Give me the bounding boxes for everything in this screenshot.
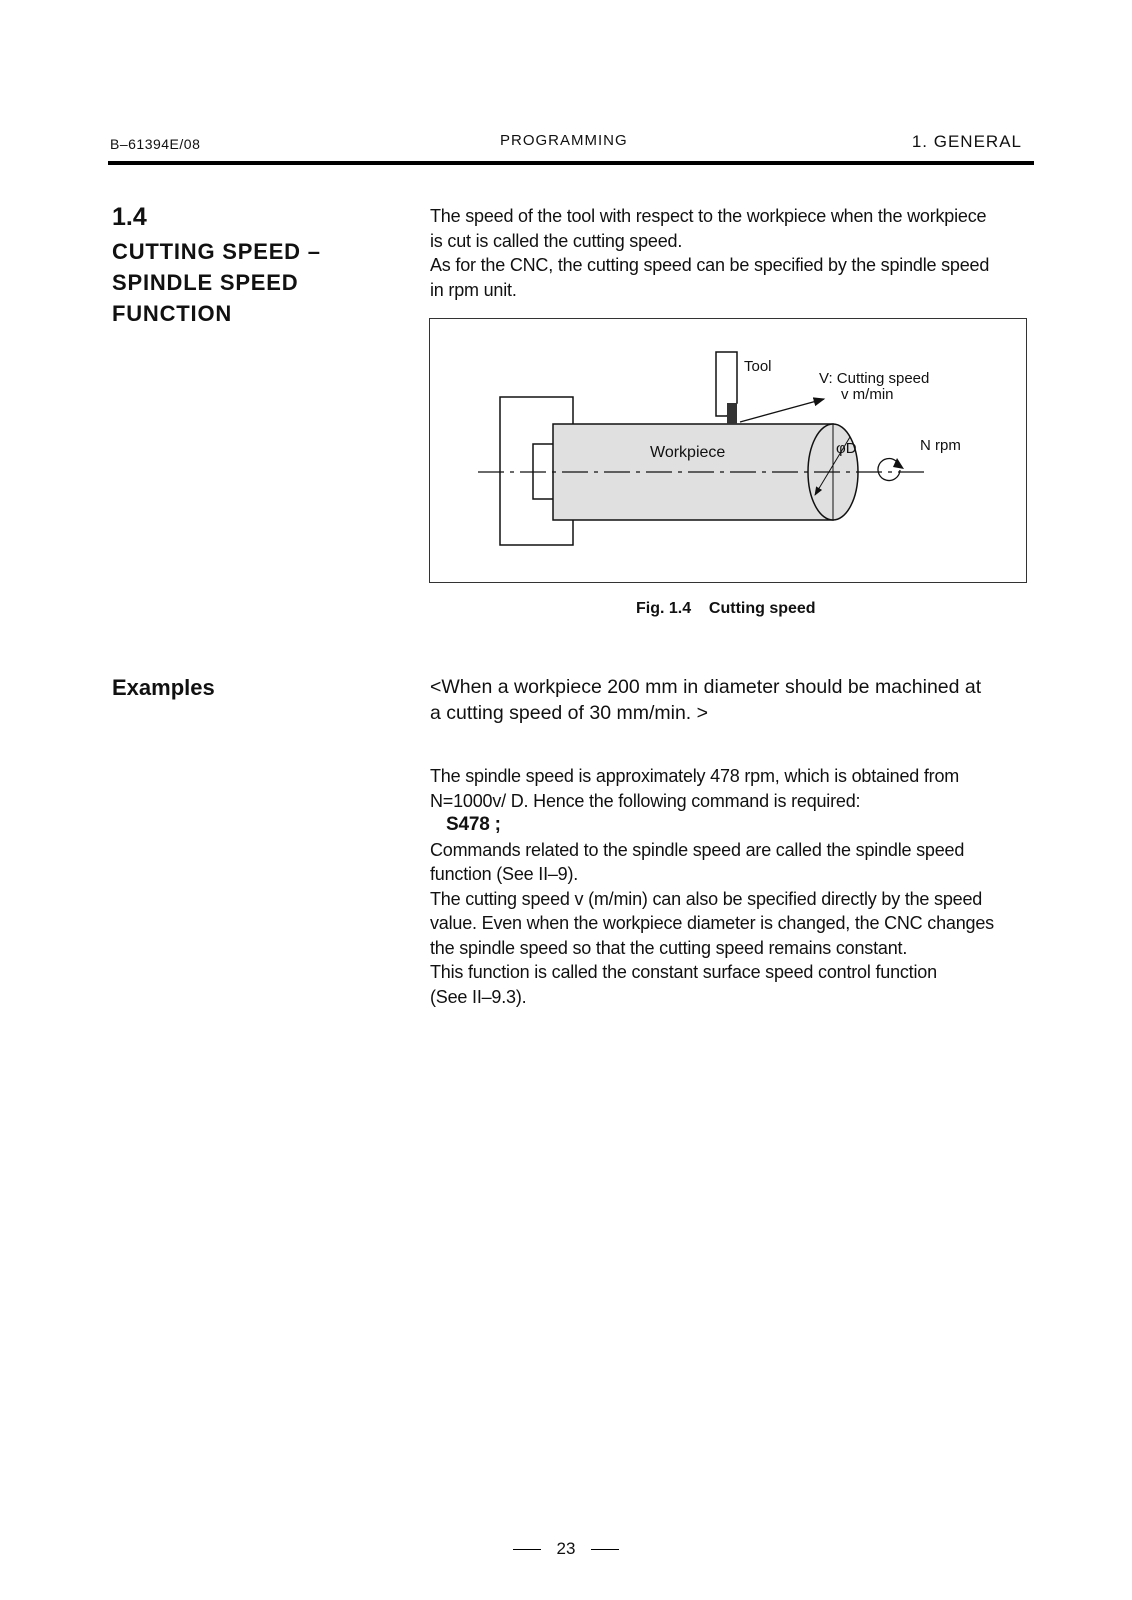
workpiece-label: Workpiece — [650, 444, 726, 461]
command-code: S478 ; — [446, 814, 501, 835]
example-body — [430, 764, 1040, 1009]
footer-dash — [591, 1549, 619, 1550]
tool-label: Tool — [744, 358, 772, 375]
paragraph-line: the spindle speed so that the cutting speed remains constant. — [430, 937, 908, 958]
paragraph-line: Commands related to the spindle speed are called the spindle speed — [430, 839, 965, 860]
page-footer — [0, 1539, 1132, 1559]
paragraph-line: As for the CNC, the cutting speed can be specified by the spindle speed — [430, 255, 990, 275]
paragraph-line: in rpm unit. — [430, 279, 517, 300]
example-intro-line: <When a workpiece 200 mm in diameter should be machined at — [430, 676, 982, 698]
section-title-line: SPINDLE SPEED — [112, 270, 299, 295]
paragraph-line: The cutting speed v (m/min) can also be specified directly by the speed — [430, 888, 983, 909]
figure-caption: Fig. 1.4 Cutting speed — [636, 600, 816, 617]
cutting-speed-label: V: Cutting speed — [819, 370, 930, 387]
header-rule — [108, 161, 1034, 165]
header-section: PROGRAMMING — [500, 132, 628, 149]
examples-heading: Examples — [112, 675, 215, 700]
example-intro — [430, 675, 1040, 726]
cutting-speed-arrow — [740, 399, 824, 422]
document-code: B–61394E/08 — [110, 136, 201, 152]
cutting-speed-unit-label: v m/min — [841, 386, 894, 403]
section-title-line: CUTTING SPEED – — [112, 239, 321, 264]
paragraph-line: function (See II–9). — [430, 864, 579, 884]
diameter-label: φD — [836, 440, 857, 457]
intro-paragraph — [430, 204, 1040, 302]
paragraph-line: (See II–9.3). — [430, 986, 527, 1007]
section-title — [112, 236, 321, 329]
paragraph-line: This function is called the constant surface speed control function — [430, 962, 937, 982]
paragraph-line: is cut is called the cutting speed. — [430, 230, 683, 251]
tool-tip — [727, 403, 737, 424]
section-number: 1.4 — [112, 203, 147, 231]
paragraph-line: The spindle speed is approximately 478 rpm, which is obtained from — [430, 766, 960, 786]
footer-dash — [513, 1549, 541, 1550]
cutting-speed-figure — [429, 318, 1027, 583]
paragraph-line: N=1000v/ D. Hence the following command is required: — [430, 790, 861, 811]
header-chapter: 1. GENERAL — [911, 132, 1022, 151]
paragraph-line: The speed of the tool with respect to the workpiece when the workpiece — [430, 206, 987, 226]
example-intro-line: a cutting speed of 30 mm/min. > — [430, 701, 709, 724]
paragraph-line: value. Even when the workpiece diameter is changed, the CNC changes — [430, 913, 994, 933]
section-title-line: FUNCTION — [112, 301, 233, 326]
cutting-speed-diagram — [430, 319, 1028, 584]
page-number: 23 — [556, 1539, 576, 1558]
rpm-label: N rpm — [920, 437, 961, 454]
